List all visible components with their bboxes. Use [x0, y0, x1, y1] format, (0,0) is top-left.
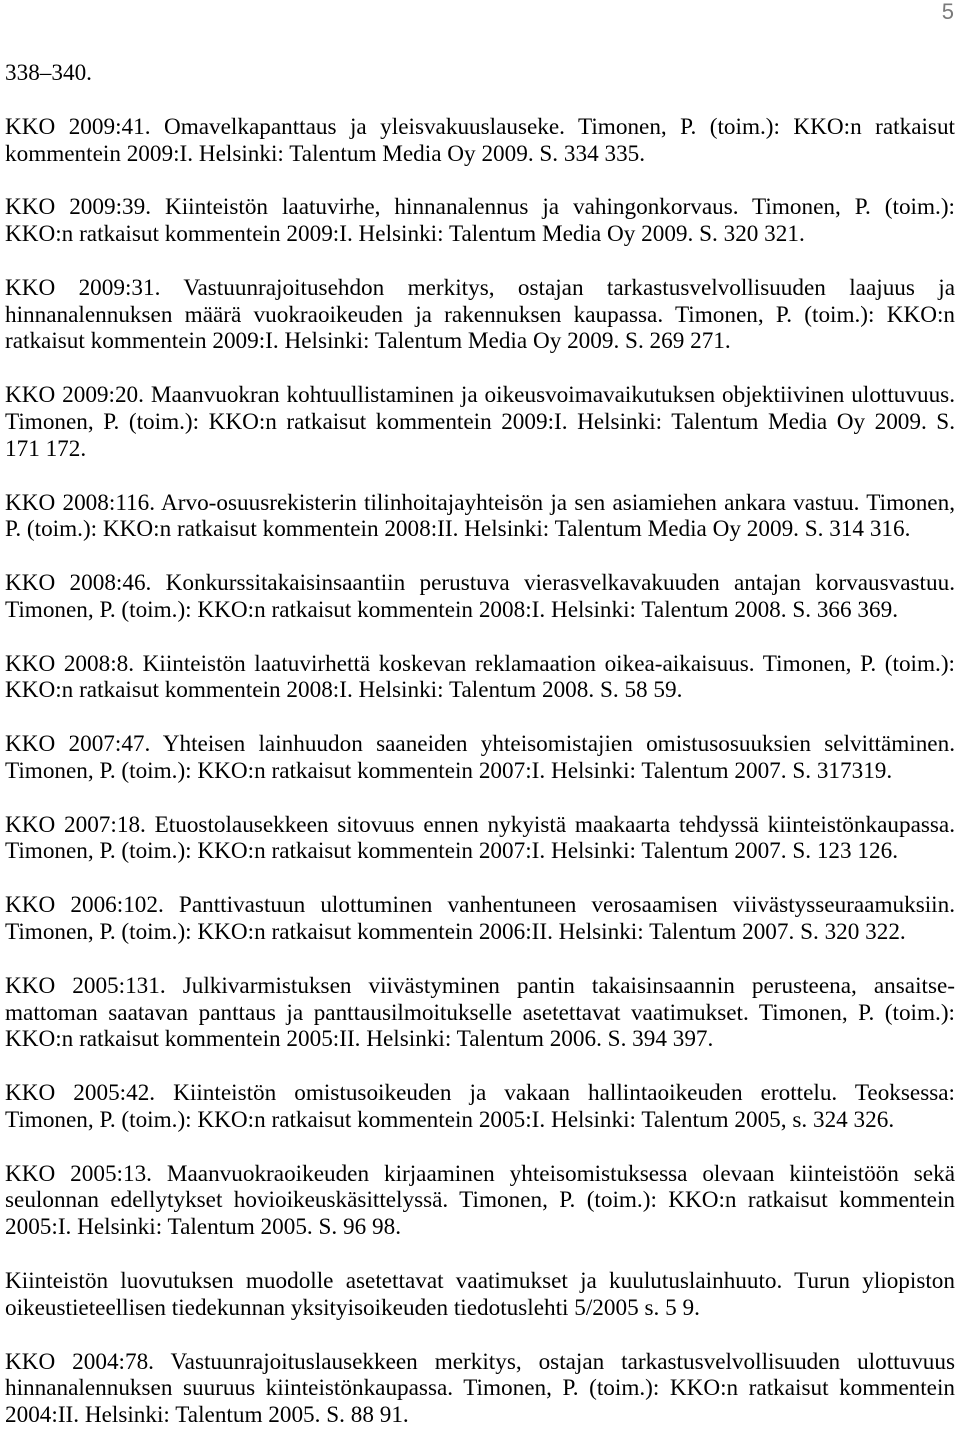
reference-entry	[5, 490, 955, 544]
continuation-entry	[5, 60, 955, 87]
reference-line: KKO 2009:39. Kiinteistön laatuvirhe, hinnanalennus ja vahingonkorvaus. Timonen, P. (toim.):	[5, 194, 955, 221]
reference-line: hinnanalennuksen suuruus kiinteistönkaupassa. Timonen, P. (toim.): KKO:n ratkaisut kommentein	[5, 1375, 955, 1402]
reference-entry	[5, 1161, 955, 1242]
reference-line: Timonen, P. (toim.): KKO:n ratkaisut kommentein 2005:I. Helsinki: Talentum 2005, s. 324 326.	[5, 1106, 895, 1133]
reference-entry	[5, 114, 955, 168]
reference-line: 171 172.	[5, 435, 87, 462]
reference-entry	[5, 194, 955, 248]
reference-line: KKO:n ratkaisut kommentein 2009:I. Helsinki: Talentum Media Oy 2009. S. 320 321.	[5, 221, 805, 248]
reference-line: KKO 2007:18. Etuostolausekkeen sitovuus ennen nykyistä maakaarta tehdyssä kiinteistönkaupassa.	[5, 811, 955, 838]
reference-line: KKO 2008:116. Arvo-osuusrekisterin tilinhoitajayhteisön ja sen asiamiehen ankara vastuu. Timonen,	[5, 489, 955, 516]
reference-line: KKO 2005:13. Maanvuokraoikeuden kirjaaminen yhteisomistuksessa olevaan kiinteistöön sekä	[5, 1160, 955, 1187]
reference-entry	[5, 1349, 955, 1430]
reference-entry	[5, 275, 955, 356]
page-number: 5	[941, 0, 954, 24]
reference-line: KKO 2009:20. Maanvuokran kohtuullistaminen ja oikeusvoimavaikutuksen objektiivinen ulottuvuus.	[5, 382, 955, 409]
reference-entry	[5, 382, 955, 463]
reference-line: ratkaisut kommentein 2009:I. Helsinki: Talentum Media Oy 2009. S. 269 271.	[5, 328, 731, 355]
reference-line: 2004:II. Helsinki: Talentum 2005. S. 88 91.	[5, 1402, 409, 1429]
reference-line: KKO 2009:31. Vastuunrajoitusehdon merkitys, ostajan tarkastusvelvollisuuden laajuus ja	[5, 274, 955, 301]
reference-entry	[5, 812, 955, 866]
reference-entry	[5, 892, 955, 946]
reference-line: Kiinteistön luovutuksen muodolle asetettavat vaatimukset ja kuulutuslainhuuto. Turun yliopiston	[5, 1267, 955, 1294]
reference-list	[5, 60, 955, 1429]
reference-line: hinnanalennuksen määrä vuokraoikeuden ja rakennuksen kaupassa. Timonen, P. (toim.): KKO:n	[5, 301, 955, 328]
reference-line: Timonen, P. (toim.): KKO:n ratkaisut kommentein 2006:II. Helsinki: Talentum 2007. S. 320 322.	[5, 919, 906, 945]
reference-entry	[5, 731, 955, 785]
reference-line: KKO 2008:46. Konkurssitakaisinsaantiin perustuva vierasvelkavakuuden antajan korvausvastuu.	[5, 570, 955, 597]
reference-line: KKO 2005:42. Kiinteistön omistusoikeuden ja vakaan hallintaoikeuden erottelu. Teoksessa:	[5, 1080, 955, 1107]
reference-line: Timonen, P. (toim.): KKO:n ratkaisut kommentein 2007:I. Helsinki: Talentum 2007. S. 317319.	[5, 757, 893, 784]
reference-line: 2005:I. Helsinki: Talentum 2005. S. 96 98.	[5, 1214, 401, 1241]
reference-line: KKO 2006:102. Panttivastuun ulottuminen vanhentuneen verosaamisen viivästysseuraamuksiin.	[5, 892, 955, 919]
reference-entry	[5, 1268, 955, 1322]
reference-line: KKO 2008:8. Kiinteistön laatuvirhettä koskevan reklamaation oikea-aikaisuus. Timonen, P. (toim.):	[5, 650, 955, 677]
reference-entry	[5, 570, 955, 624]
reference-line: P. (toim.): KKO:n ratkaisut kommentein 2008:II. Helsinki: Talentum Media Oy 2009. S. 314 316.	[5, 516, 911, 543]
reference-line: seulonnan edellytykset hovioikeuskäsittelyssä. Timonen, P. (toim.): KKO:n ratkaisut kommentein	[5, 1187, 955, 1214]
reference-line: kommentein 2009:I. Helsinki: Talentum Media Oy 2009. S. 334 335.	[5, 140, 646, 167]
reference-entry	[5, 1080, 955, 1134]
reference-line: KKO 2005:131. Julkivarmistuksen viivästyminen pantin takaisinsaannin perusteena, ansaitse-	[5, 972, 955, 999]
reference-line: KKO 2009:41. Omavelkapanttaus ja yleisvakuuslauseke. Timonen, P. (toim.): KKO:n ratkaisut	[5, 113, 955, 140]
reference-line: KKO:n ratkaisut kommentein 2005:II. Helsinki: Talentum 2006. S. 394 397.	[5, 1026, 714, 1053]
reference-line: Timonen, P. (toim.): KKO:n ratkaisut kommentein 2009:I. Helsinki: Talentum Media Oy 2009. S.	[5, 408, 955, 435]
continuation-line: 338–340.	[5, 60, 92, 86]
reference-line: KKO 2004:78. Vastuunrajoituslausekkeen merkitys, ostajan tarkastusvelvollisuuden ulottuvuus	[5, 1348, 955, 1375]
reference-line: Timonen, P. (toim.): KKO:n ratkaisut kommentein 2007:I. Helsinki: Talentum 2007. S. 123 126.	[5, 838, 898, 865]
reference-line: oikeustieteellisen tiedekunnan yksityisoikeuden tiedotuslehti 5/2005 s. 5 9.	[5, 1294, 700, 1321]
reference-line: KKO:n ratkaisut kommentein 2008:I. Helsinki: Talentum 2008. S. 58 59.	[5, 677, 683, 704]
reference-line: Timonen, P. (toim.): KKO:n ratkaisut kommentein 2008:I. Helsinki: Talentum 2008. S. 366 369.	[5, 596, 898, 623]
reference-entry	[5, 973, 955, 1054]
reference-entry	[5, 651, 955, 705]
reference-line: KKO 2007:47. Yhteisen lainhuudon saaneiden yhteisomistajien omistusosuuksien selvittäminen.	[5, 731, 955, 758]
reference-line: mattoman saatavan panttaus ja panttausilmoitukselle asetettavat vaatimukset. Timonen, P. (toim.):	[5, 999, 955, 1026]
